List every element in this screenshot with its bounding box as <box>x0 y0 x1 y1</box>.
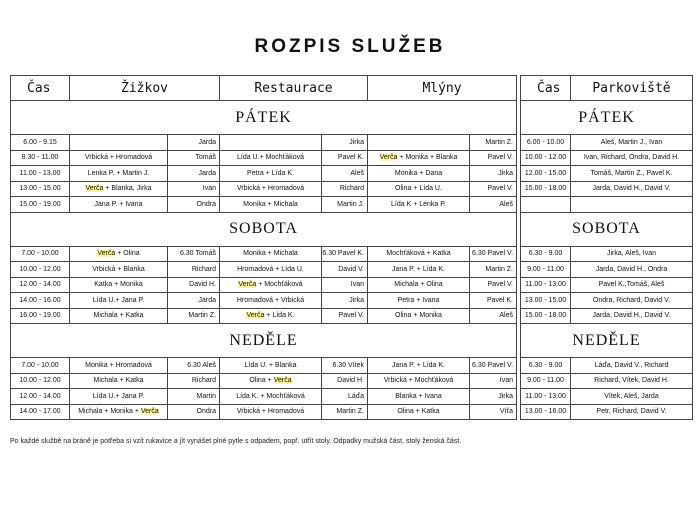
mlyny-lead-cell: 6.30 Pavel V. <box>470 246 517 262</box>
zizkov-lead-cell: 6.30 Tomáš <box>168 246 220 262</box>
zizkov-staff-cell: Lenka P. + Martin J. <box>70 166 168 182</box>
mlyny-staff-cell: Jana P. + Lída K. <box>368 358 470 374</box>
time-cell: 12.00 - 14.00 <box>11 389 70 405</box>
zizkov-staff-cell: Monika + Hromadová <box>70 358 168 374</box>
restaurace-lead-cell: 6.30 Pavel K. <box>322 246 368 262</box>
restaurace-lead-cell: David H. <box>322 373 368 389</box>
mlyny-staff-cell: Olina + Monika <box>368 308 470 324</box>
restaurace-staff-cell <box>220 135 322 151</box>
day-heading: PÁTEK <box>11 101 517 135</box>
time-cell: 14.00 - 16.00 <box>11 293 70 309</box>
restaurace-lead-cell: Richard <box>322 181 368 197</box>
table-row <box>11 166 517 182</box>
highlighted-name: Verča <box>238 281 257 289</box>
zizkov-staff-cell <box>70 181 168 197</box>
restaurace-staff-cell: Lída U.+ Mochťáková <box>220 150 322 166</box>
time-cell: 12.00 - 15.00 <box>521 166 571 182</box>
time-cell: 6.00 - 9.15 <box>11 135 70 151</box>
table-row <box>11 135 517 151</box>
day-row <box>521 324 693 358</box>
restaurace-lead-cell: 6.30 Vítek <box>322 358 368 374</box>
zizkov-staff-cell: Lída U.+ Jana P. <box>70 293 168 309</box>
table-row <box>521 404 693 420</box>
header-cas: Čas <box>521 76 571 101</box>
day-heading: NEDĚLE <box>521 324 693 358</box>
table-row <box>11 308 517 324</box>
header-row <box>11 76 517 101</box>
table-row <box>521 166 693 182</box>
day-heading: PÁTEK <box>521 101 693 135</box>
table-row <box>521 246 693 262</box>
restaurace-lead-cell: Aleš <box>322 166 368 182</box>
mlyny-staff-cell <box>368 135 470 151</box>
day-row <box>521 212 693 246</box>
header-row <box>521 76 693 101</box>
restaurace-lead-cell: Pavel K. <box>322 150 368 166</box>
highlighted-name: Verča <box>85 185 104 193</box>
parking-staff-cell: Jirka, Aleš, Ivan <box>571 246 693 262</box>
mlyny-staff-cell-text: + Monika + Blanka <box>397 154 458 162</box>
day-row <box>11 212 517 246</box>
parking-staff-cell: Láďa, David V., Richard <box>571 358 693 374</box>
time-cell: 14.00 - 17.00 <box>11 404 70 420</box>
mlyny-staff-cell: Lída K + Lenka P. <box>368 197 470 213</box>
restaurace-staff-cell <box>220 277 322 293</box>
zizkov-staff-cell: Vrbická + Blanka <box>70 262 168 278</box>
mlyny-lead-cell: Aleš <box>470 308 517 324</box>
table-row <box>521 181 693 197</box>
table-row <box>521 358 693 374</box>
mlyny-lead-cell: 6.30 Pavel V. <box>470 358 517 374</box>
zizkov-staff-cell <box>70 135 168 151</box>
mlyny-lead-cell: Pavel V. <box>470 150 517 166</box>
time-cell: 9.00 - 11.00 <box>521 262 571 278</box>
zizkov-staff-cell-text: + Blanka, Jirka <box>103 185 152 193</box>
zizkov-lead-cell: Jarda <box>168 135 220 151</box>
time-cell <box>521 197 571 213</box>
table-row <box>11 293 517 309</box>
restaurace-lead-cell: Jirka <box>322 135 368 151</box>
zizkov-lead-cell: Ivan <box>168 181 220 197</box>
time-cell: 11.00 - 13.00 <box>521 277 571 293</box>
table-row <box>521 389 693 405</box>
header-mlyny: Mlýny <box>368 76 517 101</box>
highlighted-name: Verča <box>97 250 116 258</box>
restaurace-staff-cell: Monika + Michala <box>220 197 322 213</box>
mlyny-lead-cell: Martin Z. <box>470 262 517 278</box>
mlyny-staff-cell: Petra + Ivana <box>368 293 470 309</box>
mlyny-lead-cell: Pavel K. <box>470 293 517 309</box>
zizkov-staff-cell: Lída U.+ Jana P. <box>70 389 168 405</box>
restaurace-staff-cell: Lída K. + Mochťáková <box>220 389 322 405</box>
table-row <box>11 373 517 389</box>
time-cell: 15.00 - 18.00 <box>521 181 571 197</box>
mlyny-lead-cell: Pavel V. <box>470 181 517 197</box>
table-row <box>521 197 693 213</box>
zizkov-lead-cell: Ondra <box>168 404 220 420</box>
mlyny-lead-cell: Aleš <box>470 197 517 213</box>
table-row <box>11 197 517 213</box>
table-row <box>11 358 517 374</box>
table-row <box>521 308 693 324</box>
zizkov-staff-cell: Jana P. + Ivana <box>70 197 168 213</box>
table-row <box>11 181 517 197</box>
time-cell: 10.00 - 12.00 <box>11 373 70 389</box>
day-heading: NEDĚLE <box>11 324 517 358</box>
header-cas: Čas <box>11 76 70 101</box>
table-row <box>11 404 517 420</box>
parking-staff-cell: Jarda, David H., Ondra <box>571 262 693 278</box>
mlyny-lead-cell: Jirka <box>470 389 517 405</box>
parking-staff-cell: Jarda, David H., David V. <box>571 181 693 197</box>
mlyny-staff-cell <box>368 150 470 166</box>
header-zizkov: Žižkov <box>70 76 220 101</box>
header-restaurace: Restaurace <box>220 76 368 101</box>
zizkov-staff-cell-text: Michala + Monika + <box>78 408 141 416</box>
parking-schedule-table <box>520 75 693 420</box>
parking-staff-cell: Richard, Vítek, David H. <box>571 373 693 389</box>
table-row <box>521 150 693 166</box>
table-row <box>521 262 693 278</box>
mlyny-staff-cell: Michala + Olina <box>368 277 470 293</box>
time-cell: 10.00 - 12.00 <box>11 262 70 278</box>
zizkov-staff-cell: Michala + Katka <box>70 373 168 389</box>
table-row <box>11 389 517 405</box>
mlyny-lead-cell: Víťa <box>470 404 517 420</box>
highlighted-name: Verča <box>246 312 265 320</box>
day-row <box>11 101 517 135</box>
zizkov-lead-cell: Ondra <box>168 197 220 213</box>
mlyny-staff-cell: Jana P. + Lída K. <box>368 262 470 278</box>
zizkov-staff-cell: Vrbická + Hromadová <box>70 150 168 166</box>
time-cell: 13.00 - 15.00 <box>521 293 571 309</box>
parking-staff-cell <box>571 197 693 213</box>
time-cell: 7.00 - 10.00 <box>11 358 70 374</box>
restaurace-lead-cell: Martin J. <box>322 197 368 213</box>
zizkov-lead-cell: Jarda <box>168 293 220 309</box>
zizkov-lead-cell: Richard <box>168 373 220 389</box>
time-cell: 6.30 - 9.00 <box>521 358 571 374</box>
zizkov-staff-cell: Michala + Katka <box>70 308 168 324</box>
time-cell: 7.00 - 10.00 <box>11 246 70 262</box>
mlyny-lead-cell: Martin Z. <box>470 135 517 151</box>
time-cell: 6.00 - 10.00 <box>521 135 571 151</box>
restaurace-staff-cell: Hromadová + Lída U. <box>220 262 322 278</box>
zizkov-lead-cell: Richard <box>168 262 220 278</box>
table-row <box>521 293 693 309</box>
zizkov-lead-cell: 6.30 Aleš <box>168 358 220 374</box>
restaurace-staff-cell: Vrbická + Hromadová <box>220 181 322 197</box>
highlighted-name: Verča <box>140 408 159 416</box>
parking-staff-cell: Pavel K.,Tomáš, Aleš <box>571 277 693 293</box>
zizkov-lead-cell: Martin Z. <box>168 308 220 324</box>
zizkov-lead-cell: David H. <box>168 277 220 293</box>
restaurace-lead-cell: Láďa <box>322 389 368 405</box>
mlyny-lead-cell: Pavel V. <box>470 277 517 293</box>
restaurace-staff-cell: Hromadová + Vrbická <box>220 293 322 309</box>
main-schedule-table <box>10 75 517 420</box>
restaurace-staff-cell <box>220 373 322 389</box>
restaurace-staff-cell-text: + Lída K. <box>264 312 295 320</box>
zizkov-lead-cell: Martin <box>168 389 220 405</box>
time-cell: 16.00 - 19.00 <box>11 308 70 324</box>
day-row <box>11 324 517 358</box>
restaurace-lead-cell: Ivan <box>322 277 368 293</box>
restaurace-lead-cell: David V. <box>322 262 368 278</box>
restaurace-staff-cell: Lída U. + Blanka <box>220 358 322 374</box>
zizkov-staff-cell: Katka + Monika <box>70 277 168 293</box>
zizkov-staff-cell <box>70 246 168 262</box>
mlyny-lead-cell: Ivan <box>470 373 517 389</box>
time-cell: 11.00 - 13.00 <box>521 389 571 405</box>
time-cell: 13.00 - 16.00 <box>521 404 571 420</box>
parking-staff-cell: Ondra, Richard, David V. <box>571 293 693 309</box>
time-cell: 8.30 - 11.00 <box>11 150 70 166</box>
parking-staff-cell: Vítek, Aleš, Jarda <box>571 389 693 405</box>
table-row <box>521 135 693 151</box>
time-cell: 11.00 - 13.00 <box>11 166 70 182</box>
restaurace-staff-cell-text: Olina + <box>249 377 274 385</box>
table-row <box>11 262 517 278</box>
mlyny-staff-cell: Mochťáková + Katka <box>368 246 470 262</box>
mlyny-staff-cell: Blanka + Ivana <box>368 389 470 405</box>
page-title: ROZPIS SLUŽEB <box>254 36 446 57</box>
parking-staff-cell: Ivan, Richard, Ondra, David H. <box>571 150 693 166</box>
zizkov-lead-cell: Jarda <box>168 166 220 182</box>
zizkov-staff-cell <box>70 404 168 420</box>
mlyny-staff-cell: Monika + Dana <box>368 166 470 182</box>
table-row <box>521 277 693 293</box>
restaurace-lead-cell: Jirka <box>322 293 368 309</box>
time-cell: 15.00 - 19.00 <box>11 197 70 213</box>
zizkov-staff-cell-text: + Olina <box>115 250 140 258</box>
restaurace-lead-cell: Pavel V. <box>322 308 368 324</box>
restaurace-staff-cell: Vrbická + Hromadová <box>220 404 322 420</box>
restaurace-staff-cell: Monika + Michala <box>220 246 322 262</box>
day-heading: SOBOTA <box>521 212 693 246</box>
mlyny-staff-cell: Olina + Lída U. <box>368 181 470 197</box>
highlighted-name: Verča <box>379 154 398 162</box>
parking-staff-cell: Jarda, David H., David V. <box>571 308 693 324</box>
restaurace-lead-cell: Martin Z. <box>322 404 368 420</box>
mlyny-lead-cell: Jirka <box>470 166 517 182</box>
restaurace-staff-cell <box>220 308 322 324</box>
parking-staff-cell: Aleš, Martin J., Ivan <box>571 135 693 151</box>
table-row <box>521 373 693 389</box>
restaurace-staff-cell-text: + Mochťáková <box>256 281 303 289</box>
table-row <box>11 277 517 293</box>
time-cell: 15.00 - 18.00 <box>521 308 571 324</box>
time-cell: 9.00 - 11.00 <box>521 373 571 389</box>
time-cell: 12.00 - 14.00 <box>11 277 70 293</box>
table-row <box>11 246 517 262</box>
day-row <box>521 101 693 135</box>
day-heading: SOBOTA <box>11 212 517 246</box>
header-parkoviste: Parkoviště <box>571 76 693 101</box>
mlyny-staff-cell: Vrbická + Mochťáková <box>368 373 470 389</box>
restaurace-staff-cell: Petra + Lída K. <box>220 166 322 182</box>
mlyny-staff-cell: Olina + Katka <box>368 404 470 420</box>
time-cell: 6.30 - 9.00 <box>521 246 571 262</box>
footer-note: Po každé službě na bráně je potřeba si vzít rukavice a jít vynášet plné pytle s odpadem, popř. utřít stoly. Odpadky mužská část, stoly ženská část. <box>10 438 462 445</box>
zizkov-lead-cell: Tomáš <box>168 150 220 166</box>
highlighted-name: Verča <box>273 377 292 385</box>
parking-staff-cell: Petr, Richard, David V. <box>571 404 693 420</box>
parking-staff-cell: Tomáš, Martin Z., Pavel K. <box>571 166 693 182</box>
table-row <box>11 150 517 166</box>
time-cell: 10.00 - 12.00 <box>521 150 571 166</box>
time-cell: 13.00 - 15.00 <box>11 181 70 197</box>
